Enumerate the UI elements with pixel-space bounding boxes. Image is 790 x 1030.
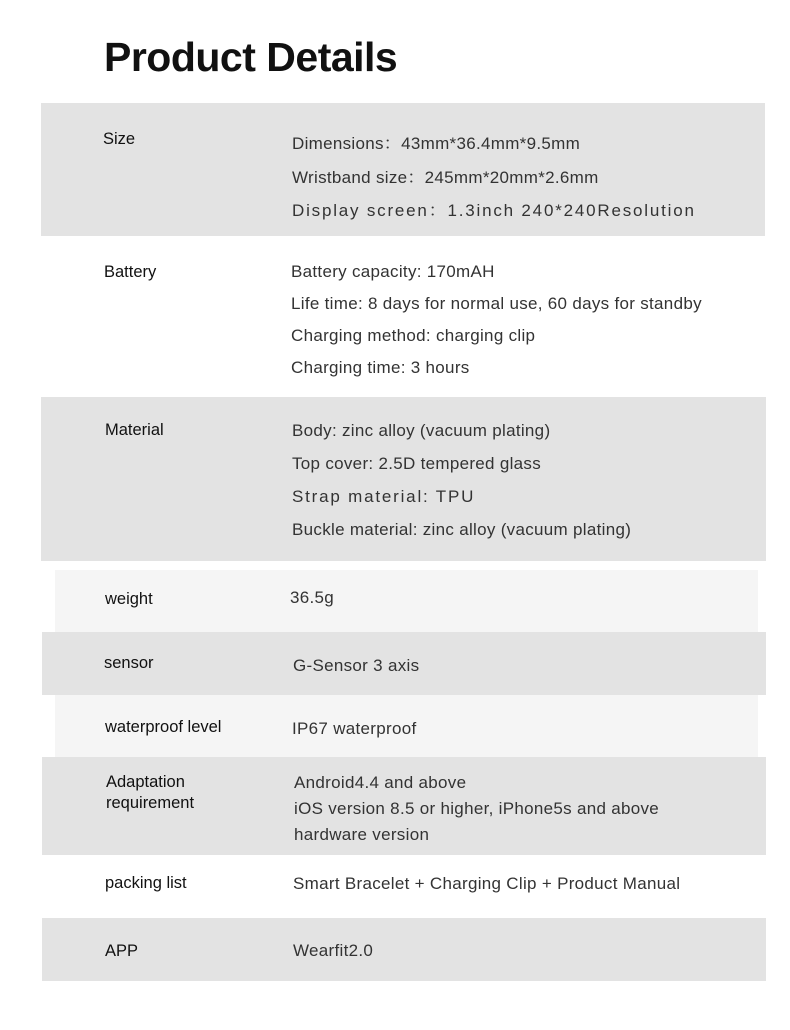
page-title: Product Details [104,34,398,80]
spec-label-material: Material [105,421,164,439]
spec-value-sensor [293,655,419,676]
spec-value-battery [291,256,702,384]
spec-value-line: Android4.4 and above [294,773,467,792]
spec-value-line: Display screen：1.3inch 240*240Resolution [292,201,696,220]
spec-value-adaptation [294,770,659,848]
spec-value-line: Top cover: 2.5D tempered glass [292,454,542,473]
spec-value-waterproof [292,718,417,739]
spec-value-line: hardware version [294,825,430,844]
spec-value-line: Buckle material: zinc alloy (vacuum plating) [292,520,632,539]
spec-row-adaptation [42,757,766,855]
spec-value-material [292,414,631,546]
spec-row-battery [41,236,765,397]
spec-value-line: Strap material: TPU [292,487,476,506]
spec-row-size [41,103,765,236]
spec-value-packing-list [293,873,680,894]
spec-value-line: Charging method: charging clip [291,326,536,345]
spec-value-line: Charging time: 3 hours [291,358,470,377]
spec-label-line: Adaptation [106,773,185,791]
spec-label-packing-list: packing list [105,874,187,892]
spec-label-adaptation [106,772,194,814]
spec-value-line: 36.5g [290,588,335,607]
spec-value-weight [290,587,334,608]
spec-label-app: APP [105,942,139,960]
spec-value-line: G-Sensor 3 axis [293,656,420,675]
spec-value-line: Wristband size：245mm*20mm*2.6mm [292,167,599,187]
spec-row-packing-list [42,855,766,918]
spec-value-app [293,940,373,961]
spec-value-size [292,127,696,228]
spec-label-line: requirement [106,794,195,812]
spec-label-size: Size [103,130,136,148]
spec-row-waterproof [55,695,758,757]
spec-row-weight [55,570,758,632]
spec-row-sensor [42,632,766,695]
spec-label-battery: Battery [104,263,157,281]
spec-value-line: Smart Bracelet + Charging Clip + Product Manual [293,874,681,893]
spec-row-material [41,397,766,561]
spec-value-line: Wearfit2.0 [293,941,374,960]
spec-row-app [42,918,766,981]
spec-value-line: Life time: 8 days for normal use, 60 days for standby [291,294,702,313]
spec-value-line: iOS version 8.5 or higher, iPhone5s and above [294,799,660,818]
spec-value-line: Dimensions：43mm*36.4mm*9.5mm [292,134,581,153]
spec-value-line: Body: zinc alloy (vacuum plating) [292,421,551,440]
spec-label-waterproof: waterproof level [105,718,222,736]
spec-label-weight: weight [105,590,153,608]
spec-value-line: IP67 waterproof [292,719,417,738]
spec-label-sensor: sensor [104,654,154,672]
spec-value-line: Battery capacity: 170mAH [291,262,495,281]
